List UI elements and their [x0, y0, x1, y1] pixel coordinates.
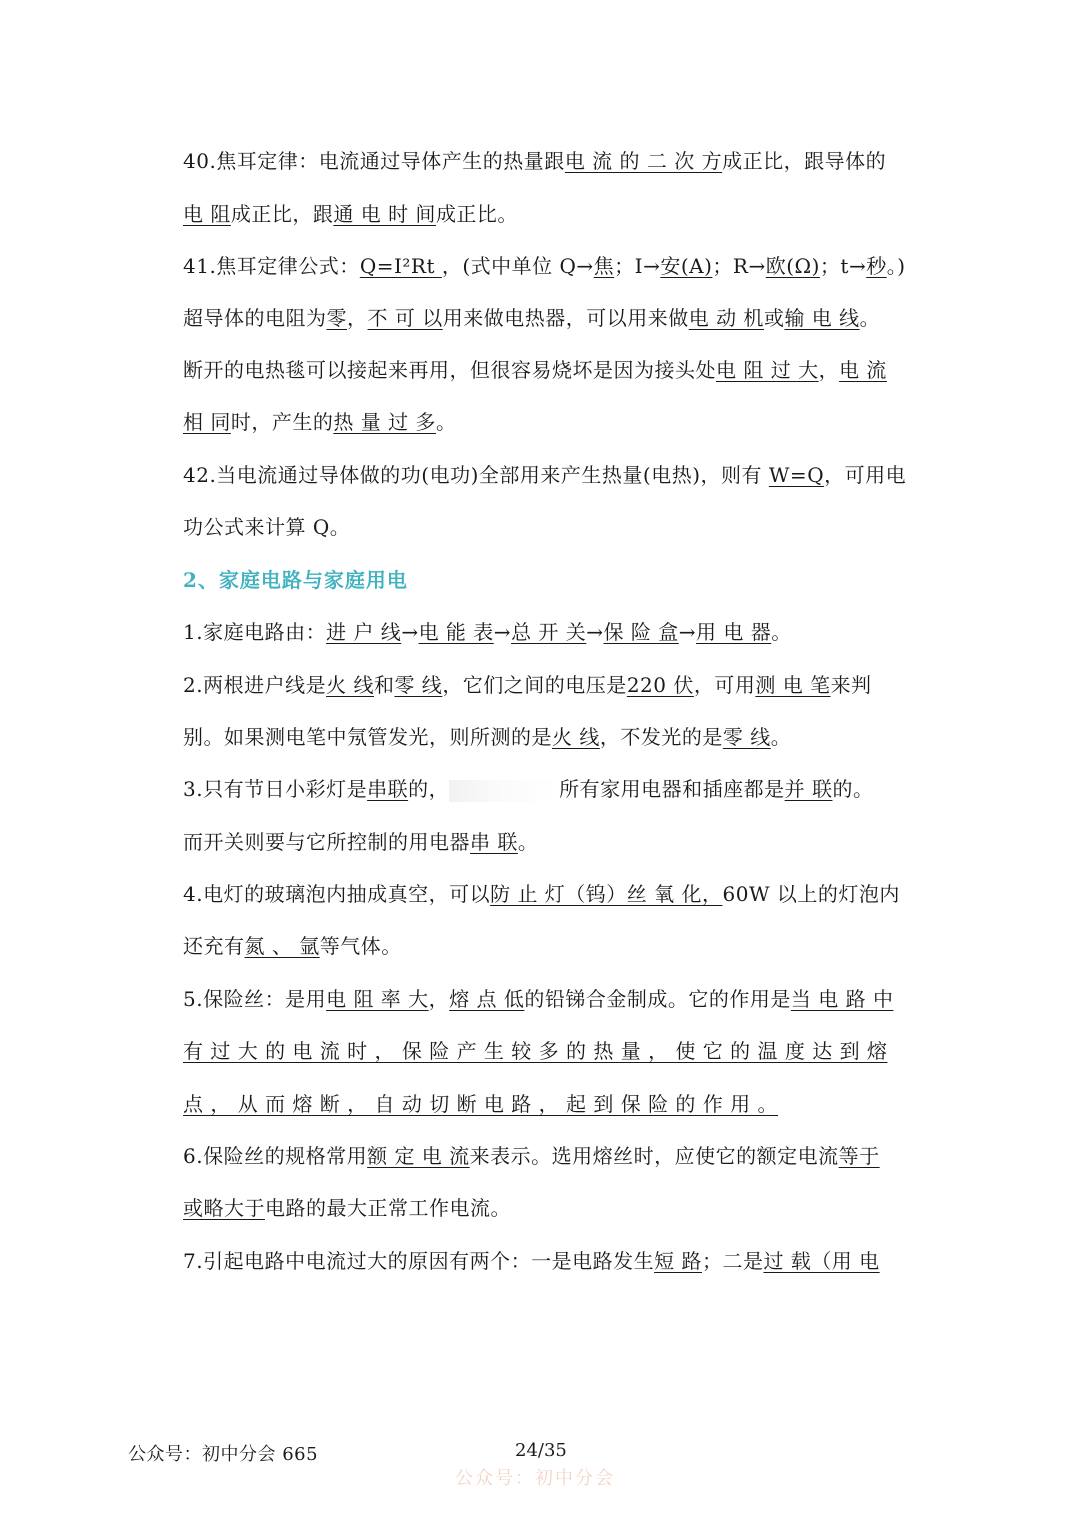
- text-line: [183, 146, 887, 176]
- fill-in-answer: 进 户 线: [326, 620, 402, 644]
- text-segment: →: [493, 620, 512, 644]
- text-segment: 7.引起电路中电流过大的原因有两个：一是电路发生: [183, 1249, 655, 1273]
- text-segment: →: [586, 620, 604, 644]
- text-segment: 来表示。选用熔丝时，应使它的额定电流: [469, 1144, 839, 1168]
- text-line: [183, 355, 887, 385]
- text-segment: 和: [373, 673, 395, 697]
- text-line: [183, 879, 900, 909]
- text-line: [183, 827, 883, 857]
- fill-in-answer: 电 能 表: [418, 620, 494, 644]
- fill-in-answer: 用 电 器: [696, 620, 772, 644]
- footer-account: 公众号：初中分会 665: [128, 1444, 319, 1465]
- text-line: [183, 1089, 883, 1119]
- fill-in-answer: 通 电 时 间: [333, 202, 436, 226]
- fill-in-answer: 火 线: [326, 673, 374, 697]
- text-segment: 时，产生的: [230, 410, 334, 434]
- fill-in-answer: 过 载（用 电: [763, 1249, 880, 1273]
- text-line: [183, 407, 883, 437]
- text-line: [183, 670, 883, 700]
- text-segment: 60W 以上的灯泡内: [722, 882, 900, 906]
- fill-in-answer: 串联: [367, 777, 409, 801]
- text-segment: ；二是: [701, 1249, 764, 1273]
- text-segment: 。: [517, 830, 539, 854]
- text-segment: ，(式中单位 Q→: [441, 254, 594, 278]
- text-line: [183, 199, 883, 229]
- text-segment: 的铅锑合金制成。它的作用是: [524, 987, 791, 1011]
- text-segment: 来判: [830, 673, 872, 697]
- text-segment: 。: [770, 725, 792, 749]
- fill-in-answer: 总 开 关: [511, 620, 587, 644]
- fill-in-answer: 欧(Ω): [765, 254, 820, 278]
- fill-in-answer: 测 电 笔: [755, 673, 831, 697]
- text-segment: 。): [886, 254, 906, 278]
- text-line: [183, 1246, 883, 1276]
- text-segment: 42.当电流通过导体做的功(电功)全部用来产生热量(电热)，则有: [183, 463, 769, 487]
- redacted-region: [449, 780, 559, 802]
- text-segment: 40.焦耳定律：电流通过导体产生的热量跟: [183, 149, 565, 173]
- text-line: [183, 460, 907, 490]
- text-segment: ；I→: [614, 254, 661, 278]
- fill-in-answer: 当 电 路 中: [790, 987, 894, 1011]
- fill-in-answer: 串 联: [470, 830, 518, 854]
- text-segment: 电路的最大正常工作电流。: [265, 1196, 511, 1220]
- fill-in-answer: 氮 、 氩: [244, 934, 320, 958]
- page-number: 24/35: [515, 1440, 567, 1461]
- text-segment: 3.只有节日小彩灯是: [183, 777, 368, 801]
- fill-in-answer: 安(A): [660, 254, 713, 278]
- text-line: [183, 984, 894, 1014]
- text-segment: 的。: [832, 777, 874, 801]
- text-segment: 。: [771, 620, 792, 644]
- text-line: [183, 251, 906, 281]
- text-line: [183, 931, 883, 961]
- text-segment: 1.家庭电路由：: [183, 620, 327, 644]
- text-segment: 成正比，跟导体的: [722, 149, 887, 173]
- fill-in-answer: 零 线: [722, 725, 771, 749]
- text-line: [183, 617, 883, 647]
- fill-in-answer: 热 量 过 多: [333, 410, 436, 434]
- fill-in-answer: 有 过 大 的 电 流 时 ， 保 险 产 生 较 多 的 热 量 ， 使 它 的 温 度 达 到 熔: [183, 1039, 888, 1063]
- text-segment: ，可用: [693, 673, 756, 697]
- text-segment: →: [678, 620, 697, 644]
- fill-in-answer: 秒: [866, 254, 887, 278]
- text-segment: 2、家庭电路与家庭用电: [183, 568, 408, 592]
- text-segment: 而开关则要与它所控制的用电器: [183, 830, 470, 854]
- text-segment: 4.电灯的玻璃泡内抽成真空，可以: [183, 882, 491, 906]
- text-segment: 5.保险丝：是用: [183, 987, 327, 1011]
- fill-in-answer: 电 流 的 二 次 方: [564, 149, 723, 173]
- text-segment: 成正比。: [435, 202, 518, 226]
- fill-in-answer: 并 联: [784, 777, 833, 801]
- fill-in-answer: 220 伏: [626, 673, 694, 697]
- text-segment: ，: [347, 306, 368, 330]
- fill-in-answer: W=Q: [768, 463, 825, 487]
- fill-in-answer: 等于: [838, 1144, 880, 1168]
- text-segment: 或: [763, 306, 785, 330]
- fill-in-answer: 焦: [593, 254, 615, 278]
- text-segment: 别。如果测电笔中氖管发光，则所测的是: [183, 725, 552, 749]
- text-segment: 。: [859, 306, 881, 330]
- text-line: [183, 303, 883, 333]
- fill-in-answer: 电 阻: [183, 202, 231, 226]
- fill-in-answer: 熔 点 低: [449, 987, 525, 1011]
- fill-in-answer: 不 可 以: [367, 306, 443, 330]
- text-segment: →: [401, 620, 419, 644]
- text-segment: 超导体的电阻为: [183, 306, 327, 330]
- section-heading: [183, 565, 883, 595]
- text-segment: 41.焦耳定律公式：: [183, 254, 360, 278]
- fill-in-answer: 电 流: [839, 358, 887, 382]
- text-segment: ，不发光的是: [599, 725, 723, 749]
- text-line: [183, 1193, 883, 1223]
- text-line: [183, 722, 883, 752]
- text-segment: 2.两根进户线是: [183, 673, 327, 697]
- text-segment: 还充有: [183, 934, 245, 958]
- text-line: [183, 512, 883, 542]
- text-segment: 断开的电热毯可以接起来再用，但很容易烧坏是因为接头处: [183, 358, 716, 382]
- fill-in-answer: 额 定 电 流: [367, 1144, 470, 1168]
- fill-in-answer: 零: [326, 306, 347, 330]
- fill-in-answer: 零 线: [394, 673, 443, 697]
- text-line: [183, 1036, 888, 1066]
- text-segment: 。: [435, 410, 457, 434]
- text-segment: ；t→: [819, 254, 867, 278]
- fill-in-answer: 防 止 灯（钨）丝 氧 化，: [490, 882, 723, 906]
- fill-in-answer: 保 险 盒: [603, 620, 679, 644]
- fill-in-answer: 点 ， 从 而 熔 断 ， 自 动 切 断 电 路 ， 起 到 保 险 的 作 用 。: [183, 1092, 779, 1116]
- text-segment: ，它们之间的电压是: [442, 673, 627, 697]
- fill-in-answer: 电 动 机: [688, 306, 764, 330]
- text-segment: ，: [428, 987, 450, 1011]
- fill-in-answer: 电 阻 率 大: [326, 987, 429, 1011]
- watermark-text: 公众号：初中分会: [455, 1468, 615, 1489]
- text-segment: ；R→: [712, 254, 766, 278]
- fill-in-answer: 相 同: [183, 410, 231, 434]
- text-line: [183, 1141, 883, 1171]
- text-segment: 6.保险丝的规格常用: [183, 1144, 368, 1168]
- text-segment: 等气体。: [319, 934, 402, 958]
- text-segment: ，: [818, 358, 840, 382]
- text-segment: ，可用电: [824, 463, 907, 487]
- text-line: [183, 774, 883, 804]
- fill-in-answer: Q=I²Rt: [359, 254, 442, 278]
- text-segment: 用来做电热器，可以用来做: [442, 306, 689, 330]
- fill-in-answer: 输 电 线: [784, 306, 860, 330]
- fill-in-answer: 短 路: [654, 1249, 702, 1273]
- text-segment: 所有家用电器和插座都是: [559, 777, 785, 801]
- text-segment: 成正比，跟: [230, 202, 334, 226]
- text-segment: 的，: [408, 777, 450, 801]
- fill-in-answer: 或略大于: [183, 1196, 265, 1220]
- text-segment: 功公式来计算 Q。: [183, 515, 351, 539]
- fill-in-answer: 电 阻 过 大: [716, 358, 819, 382]
- fill-in-answer: 火 线: [552, 725, 600, 749]
